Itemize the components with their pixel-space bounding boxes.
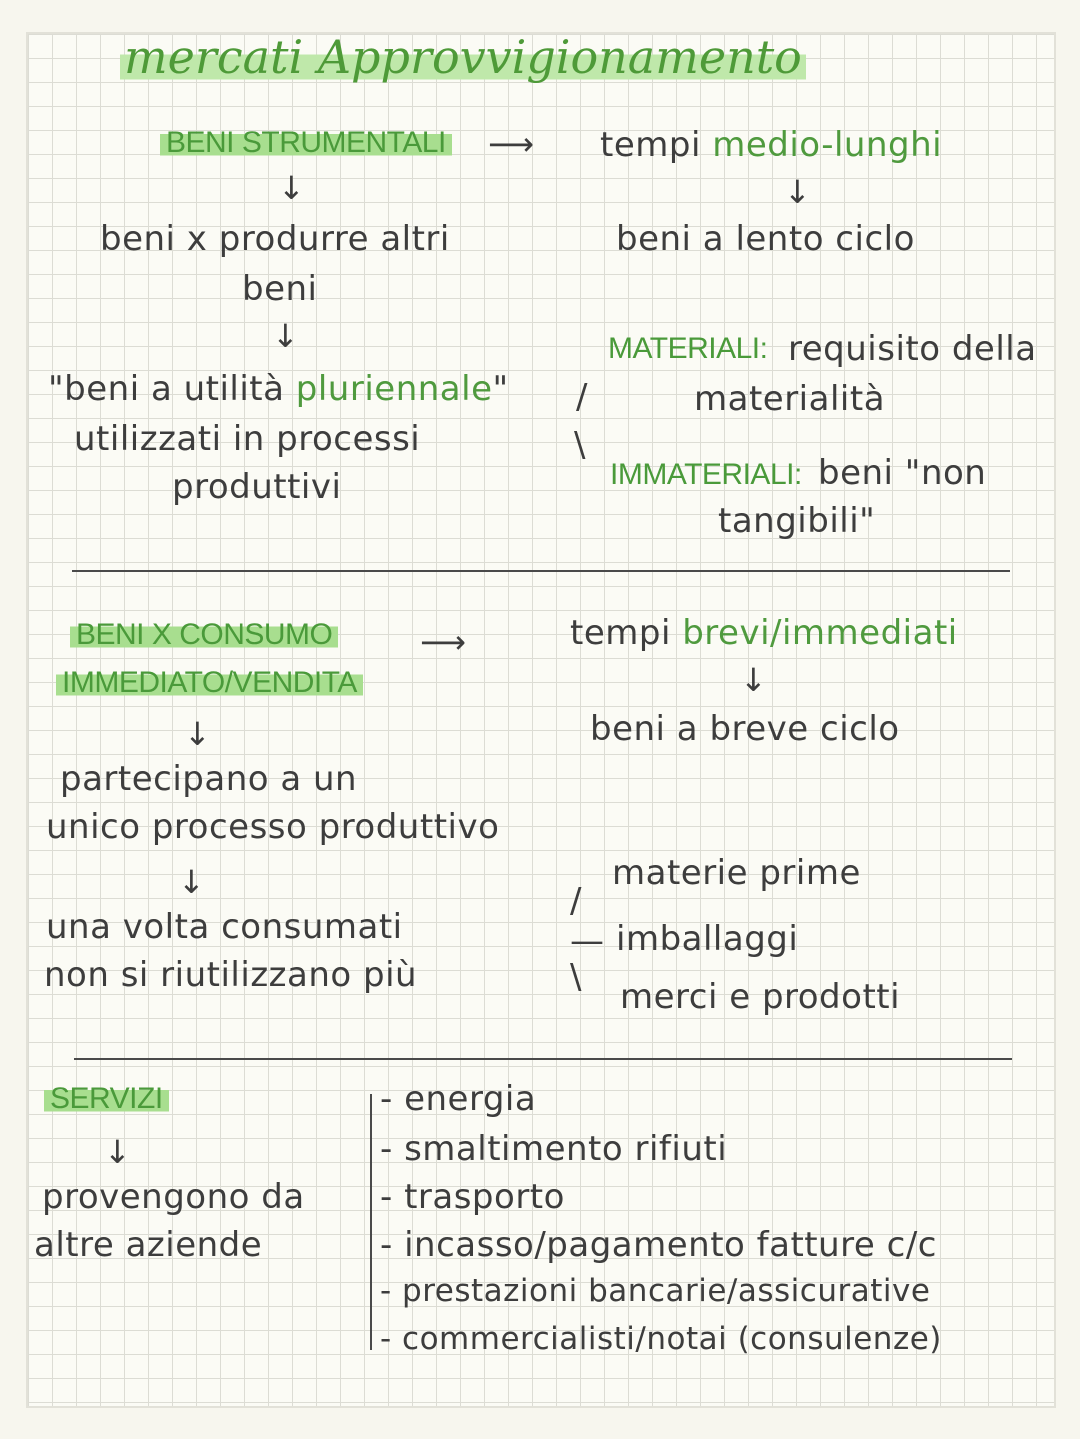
down-arrow-icon: ↓ <box>104 1133 131 1171</box>
section1-desc-line2: produttivi <box>172 467 342 507</box>
section1-heading-text: BENI STRUMENTALI <box>160 126 452 159</box>
down-arrow-icon: ↓ <box>278 169 305 207</box>
immateriali-label: IMMATERIALI: <box>610 458 802 491</box>
quote-prefix: "beni a utilità <box>48 369 285 409</box>
immateriali-text1: beni "non <box>818 453 987 493</box>
section2-list-item: merci e prodotti <box>620 977 901 1017</box>
down-arrow-icon: ↓ <box>740 661 767 699</box>
section2-left-line3: una volta consumati <box>46 907 403 947</box>
section2-left-line4: non si riutilizzano più <box>44 955 418 995</box>
down-arrow-icon: ↓ <box>784 173 811 211</box>
down-arrow-icon: ↓ <box>178 863 205 901</box>
section3-heading <box>44 1084 169 1114</box>
section2-left-line2: unico processo produttivo <box>46 807 500 847</box>
service-text: trasporto <box>404 1177 565 1217</box>
immateriali-text2: tangibili" <box>718 501 876 541</box>
divider <box>72 570 1010 572</box>
section3-list-item: - commercialisti/notai (consulenze) <box>380 1321 942 1357</box>
section2-list-item: imballaggi <box>616 919 799 959</box>
materiali-text1: requisito della <box>788 329 1037 369</box>
section1-right-sub: beni a lento ciclo <box>616 219 915 259</box>
section2-time-prefix: tempi <box>570 613 671 653</box>
quote-suffix: " <box>492 369 509 409</box>
branch-down-icon: \ <box>574 425 586 465</box>
section3-list-item: - incasso/pagamento fatture c/c <box>380 1225 937 1265</box>
page-title-text: mercati Approvvigionamento <box>120 30 806 84</box>
section1-time-prefix: tempi <box>600 125 701 165</box>
right-arrow-icon: ⟶ <box>488 125 534 163</box>
materiali-label: MATERIALI: <box>608 332 768 365</box>
branch-up-icon: / <box>570 881 582 921</box>
section2-time-highlight: brevi/immediati <box>682 613 958 653</box>
section2-list-item: materie prime <box>612 853 861 893</box>
section3-heading-text: SERVIZI <box>44 1082 169 1115</box>
service-text: prestazioni bancarie/assicurative <box>402 1273 931 1309</box>
section2-heading-line1 <box>70 620 338 650</box>
section2-time <box>570 613 958 653</box>
service-text: incasso/pagamento fatture c/c <box>404 1225 937 1265</box>
section1-left-line1: beni x produrre altri <box>100 219 450 259</box>
service-text: commercialisti/notai (consulenze) <box>402 1321 942 1357</box>
branch-down-icon: \ <box>570 957 582 997</box>
section3-list-item: - trasporto <box>380 1177 565 1217</box>
section3-list-item: - energia <box>380 1079 537 1119</box>
down-arrow-icon: ↓ <box>184 715 211 753</box>
section2-right-sub: beni a breve ciclo <box>590 709 900 749</box>
section3-list-item: - smaltimento rifiuti <box>380 1129 728 1169</box>
branch-mid-icon: — <box>570 921 605 961</box>
section1-time-highlight: medio-lunghi <box>712 125 943 165</box>
section2-left-line1: partecipano a un <box>60 759 358 799</box>
branch-up-icon: / <box>576 377 588 417</box>
section1-time <box>600 125 943 165</box>
quote-highlight: pluriennale <box>295 369 493 409</box>
divider <box>74 1058 1012 1060</box>
service-text: energia <box>404 1079 537 1119</box>
section3-list-item: - prestazioni bancarie/assicurative <box>380 1273 931 1309</box>
right-arrow-icon: ⟶ <box>420 623 466 661</box>
section3-left-line1: provengono da <box>42 1177 305 1217</box>
down-arrow-icon: ↓ <box>272 317 299 355</box>
materiali-text2: materialità <box>694 379 886 419</box>
page-title <box>120 30 806 84</box>
section3-left-line2: altre aziende <box>34 1225 263 1265</box>
section2-heading-text1: BENI X CONSUMO <box>70 618 338 651</box>
section2-heading-text2: IMMEDIATO/VENDITA <box>56 666 363 699</box>
section1-desc-line1: utilizzati in processi <box>74 419 421 459</box>
service-text: smaltimento rifiuti <box>404 1129 728 1169</box>
section1-left-line2: beni <box>242 269 318 309</box>
section1-quote <box>48 369 509 409</box>
section2-heading-line2 <box>56 668 363 698</box>
bracket <box>370 1094 372 1350</box>
section1-heading <box>160 128 452 158</box>
